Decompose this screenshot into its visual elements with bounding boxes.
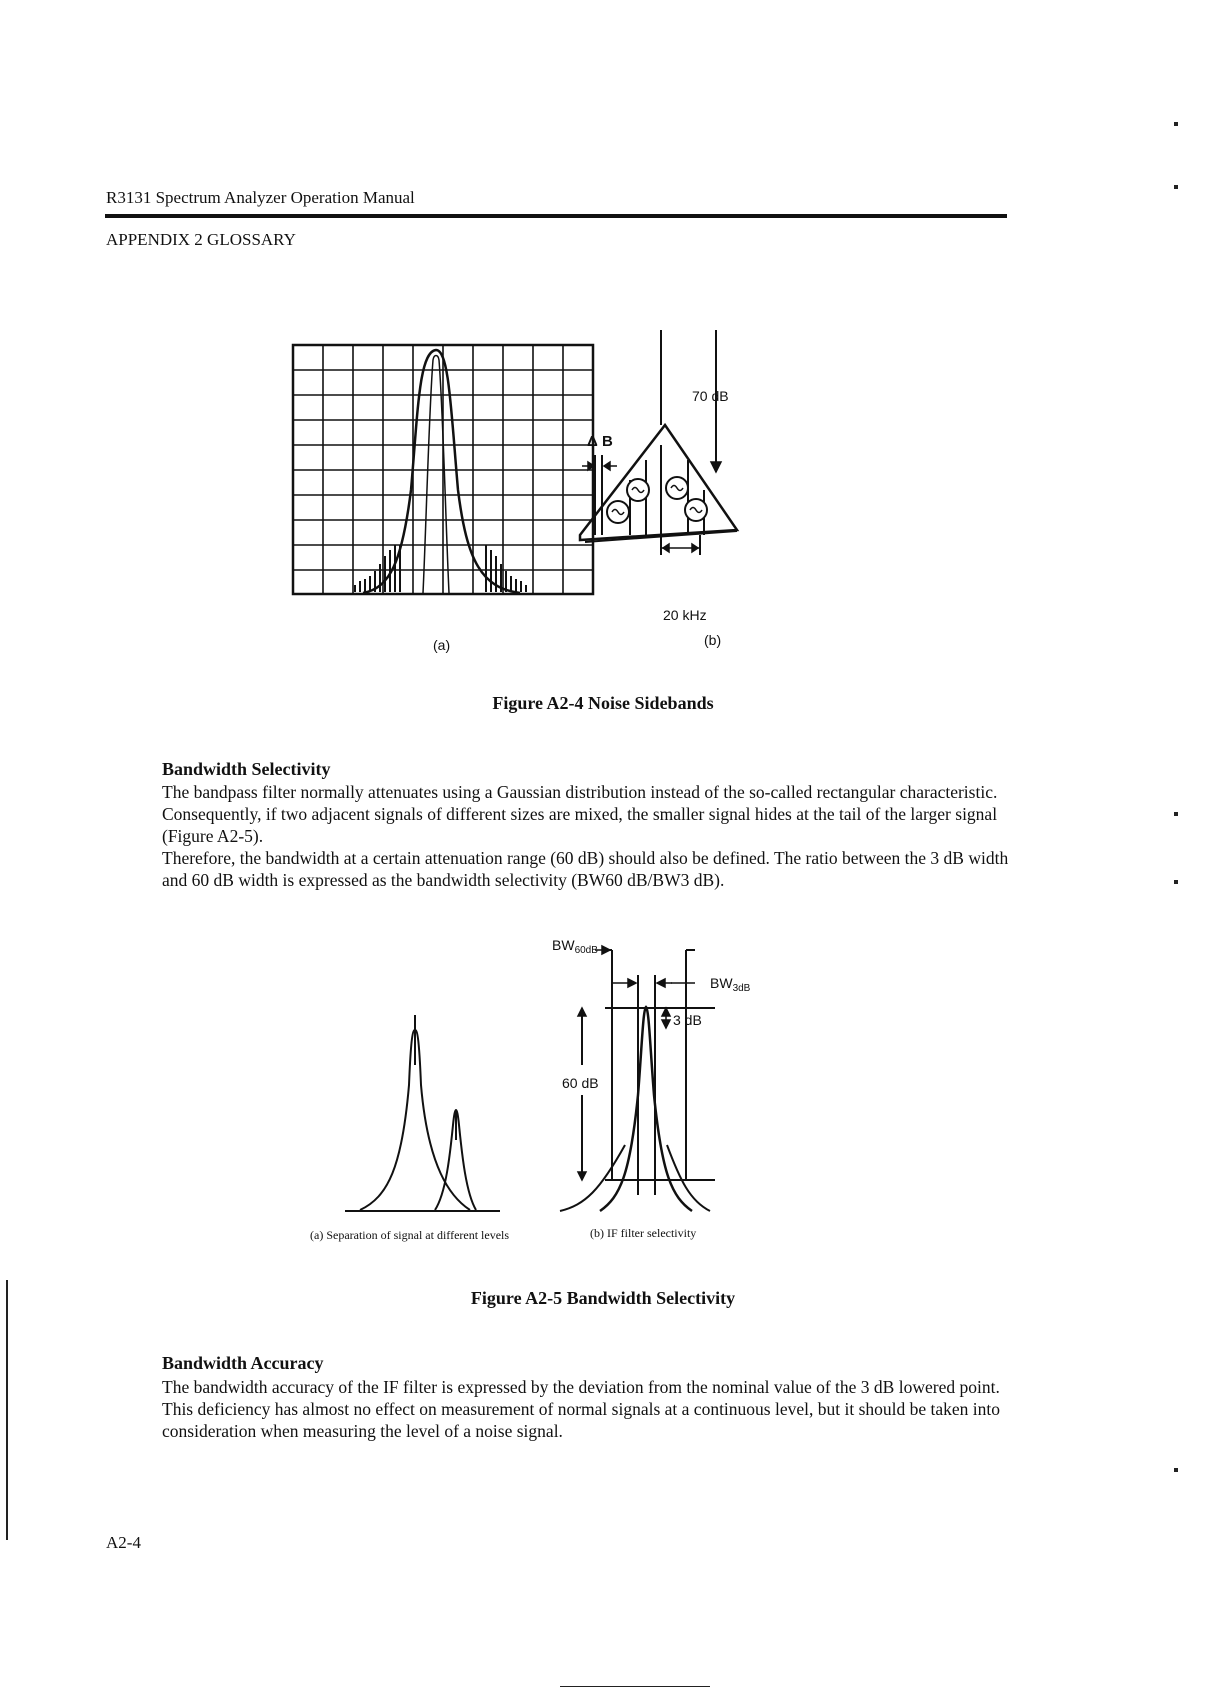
bandwidth-accuracy-body	[162, 1376, 1012, 1442]
bw60-sub: 60dB	[574, 945, 598, 956]
bandwidth-accuracy-para-1: The bandwidth accuracy of the IF filter is expressed by the deviation from the nominal value of the 3 dB lowered point. This deficiency has almost no effect on measurement of normal signals at a continuous level, but it should be taken into consideration when measuring the level of a noise signal.	[162, 1377, 1001, 1441]
section-title: APPENDIX 2 GLOSSARY	[106, 230, 296, 249]
bandwidth-selectivity-para-1: The bandpass filter normally attenuates using a Gaussian distribution instead of the so-called rectangular characteristic. Consequently, if two adjacent signals of different sizes are mixed, the smaller signal hides at the tail of the larger signal (Figure A2-5).	[162, 782, 998, 846]
figure-a2-5-sub-b: (b) IF filter selectivity	[590, 1226, 697, 1240]
scan-dot	[1174, 1468, 1178, 1472]
label-60db: 60 dB	[562, 1075, 599, 1091]
manual-title: R3131 Spectrum Analyzer Operation Manual	[106, 188, 415, 207]
scan-dot	[1174, 812, 1178, 816]
scan-edge-line	[6, 1280, 8, 1540]
selectivity-arrows	[578, 946, 695, 1180]
carrier-peak-inner	[423, 356, 449, 594]
figure-a2-5-caption: Figure A2-5 Bandwidth Selectivity	[470, 1288, 736, 1308]
svg-text:BW60dB	[552, 937, 598, 956]
label-20khz: 20 kHz	[663, 607, 707, 623]
figure-a2-4-caption: Figure A2-4 Noise Sidebands	[492, 693, 714, 713]
scan-dot	[1174, 185, 1178, 189]
page-number: A2-4	[106, 1533, 141, 1552]
figure-a2-4-sub-a: (a)	[433, 637, 451, 653]
header-rule	[105, 214, 1007, 218]
scan-bottom-line	[560, 1686, 710, 1687]
figure-a2-5	[300, 935, 800, 1255]
bw60-main: BW	[552, 937, 575, 953]
label-70db: 70 dB	[692, 388, 729, 404]
bw3-main: BW	[710, 975, 733, 991]
signal-separation-diagram	[345, 1015, 500, 1211]
label-3db: 3 dB	[673, 1012, 702, 1028]
bw60-label	[552, 937, 598, 956]
bw3-sub: 3dB	[732, 983, 751, 994]
figure-a2-4	[280, 330, 820, 650]
bw3-label	[710, 975, 751, 994]
figure-a2-5-sub-a: (a) Separation of signal at different levels	[310, 1228, 510, 1242]
bandwidth-selectivity-title: Bandwidth Selectivity	[162, 759, 331, 779]
bandwidth-selectivity-body	[162, 781, 1012, 891]
bandwidth-selectivity-para-2: Therefore, the bandwidth at a certain attenuation range (60 dB) should also be defined. The ratio between the 3 dB width and 60 dB width is expressed as the bandwidth selectivity (BW60 dB/BW3 dB).	[162, 848, 1009, 890]
svg-text:BW3dB	[710, 975, 751, 994]
oscillator-symbols	[607, 477, 707, 523]
bandwidth-accuracy-title: Bandwidth Accuracy	[162, 1353, 324, 1373]
scan-dot	[1174, 122, 1178, 126]
scan-dot	[1174, 880, 1178, 884]
label-delta-b: Δ B	[587, 433, 613, 450]
spectrum-grid	[293, 345, 593, 594]
figure-a2-4-sub-b: (b)	[704, 632, 722, 648]
